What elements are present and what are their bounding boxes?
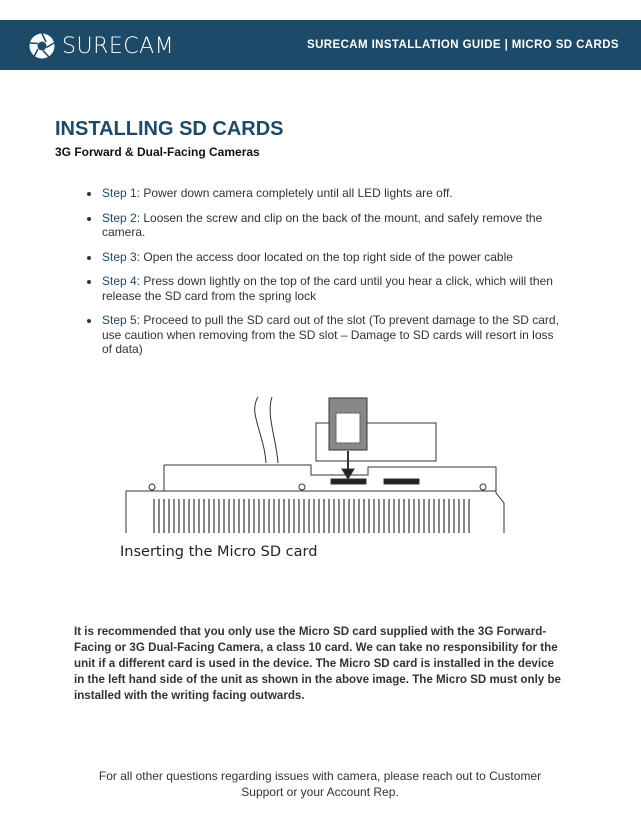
step-item xyxy=(84,313,564,357)
step-text: Open the access door located on the top right side of the power cable xyxy=(140,249,513,264)
step-text: Power down camera completely until all LED lights are off. xyxy=(140,186,453,200)
figure-caption: Inserting the Micro SD card xyxy=(120,544,318,560)
step-item xyxy=(84,211,564,240)
step-label: Step 3: xyxy=(102,249,141,264)
recommendation-note: It is recommended that you only use the Micro SD card supplied with the 3G Forward-Facing or 3G Dual-Facing Camera, a class 10 card. We can take no responsibility for the unit if a different card is used in the device. The Micro SD card is installed in the device in the left hand side of the unit as shown in the above image. The Micro SD must only be installed with the writing facing outwards. xyxy=(74,625,561,702)
page-subtitle: 3G Forward & Dual-Facing Cameras xyxy=(55,145,260,159)
header-title: SURECAM INSTALLATION GUIDE | MICRO SD CARDS xyxy=(307,39,619,51)
step-text: Loosen the screw and clip on the back of the mount, and safely remove the camera. xyxy=(102,210,543,239)
step-label: Step 2: xyxy=(102,210,141,225)
page-title: INSTALLING SD CARDS xyxy=(55,118,284,140)
step-item xyxy=(84,250,564,265)
page-header xyxy=(0,20,641,70)
step-text: Press down lightly on the top of the card until you hear a click, which will then release the SD card from the spring lock xyxy=(102,274,553,303)
sd-card-insertion-illustration xyxy=(116,393,506,553)
step-item xyxy=(84,274,564,303)
logo-text: SURECAM xyxy=(62,33,175,59)
camera-shutter-icon xyxy=(28,32,56,60)
surecam-logo xyxy=(28,32,174,60)
step-label: Step 4: xyxy=(102,274,141,288)
step-label: Step 5: xyxy=(102,313,141,327)
steps-list xyxy=(84,186,564,367)
footer-support-text: For all other questions regarding issues with camera, please reach out to Customer Support or your Account Rep. xyxy=(98,769,542,799)
step-text: Proceed to pull the SD card out of the slot (To prevent damage to the SD card, use caution when removing from the SD slot – Damage to SD cards will resort in loss of data) xyxy=(102,313,559,356)
step-item xyxy=(84,186,564,201)
step-label: Step 1: xyxy=(102,186,141,200)
